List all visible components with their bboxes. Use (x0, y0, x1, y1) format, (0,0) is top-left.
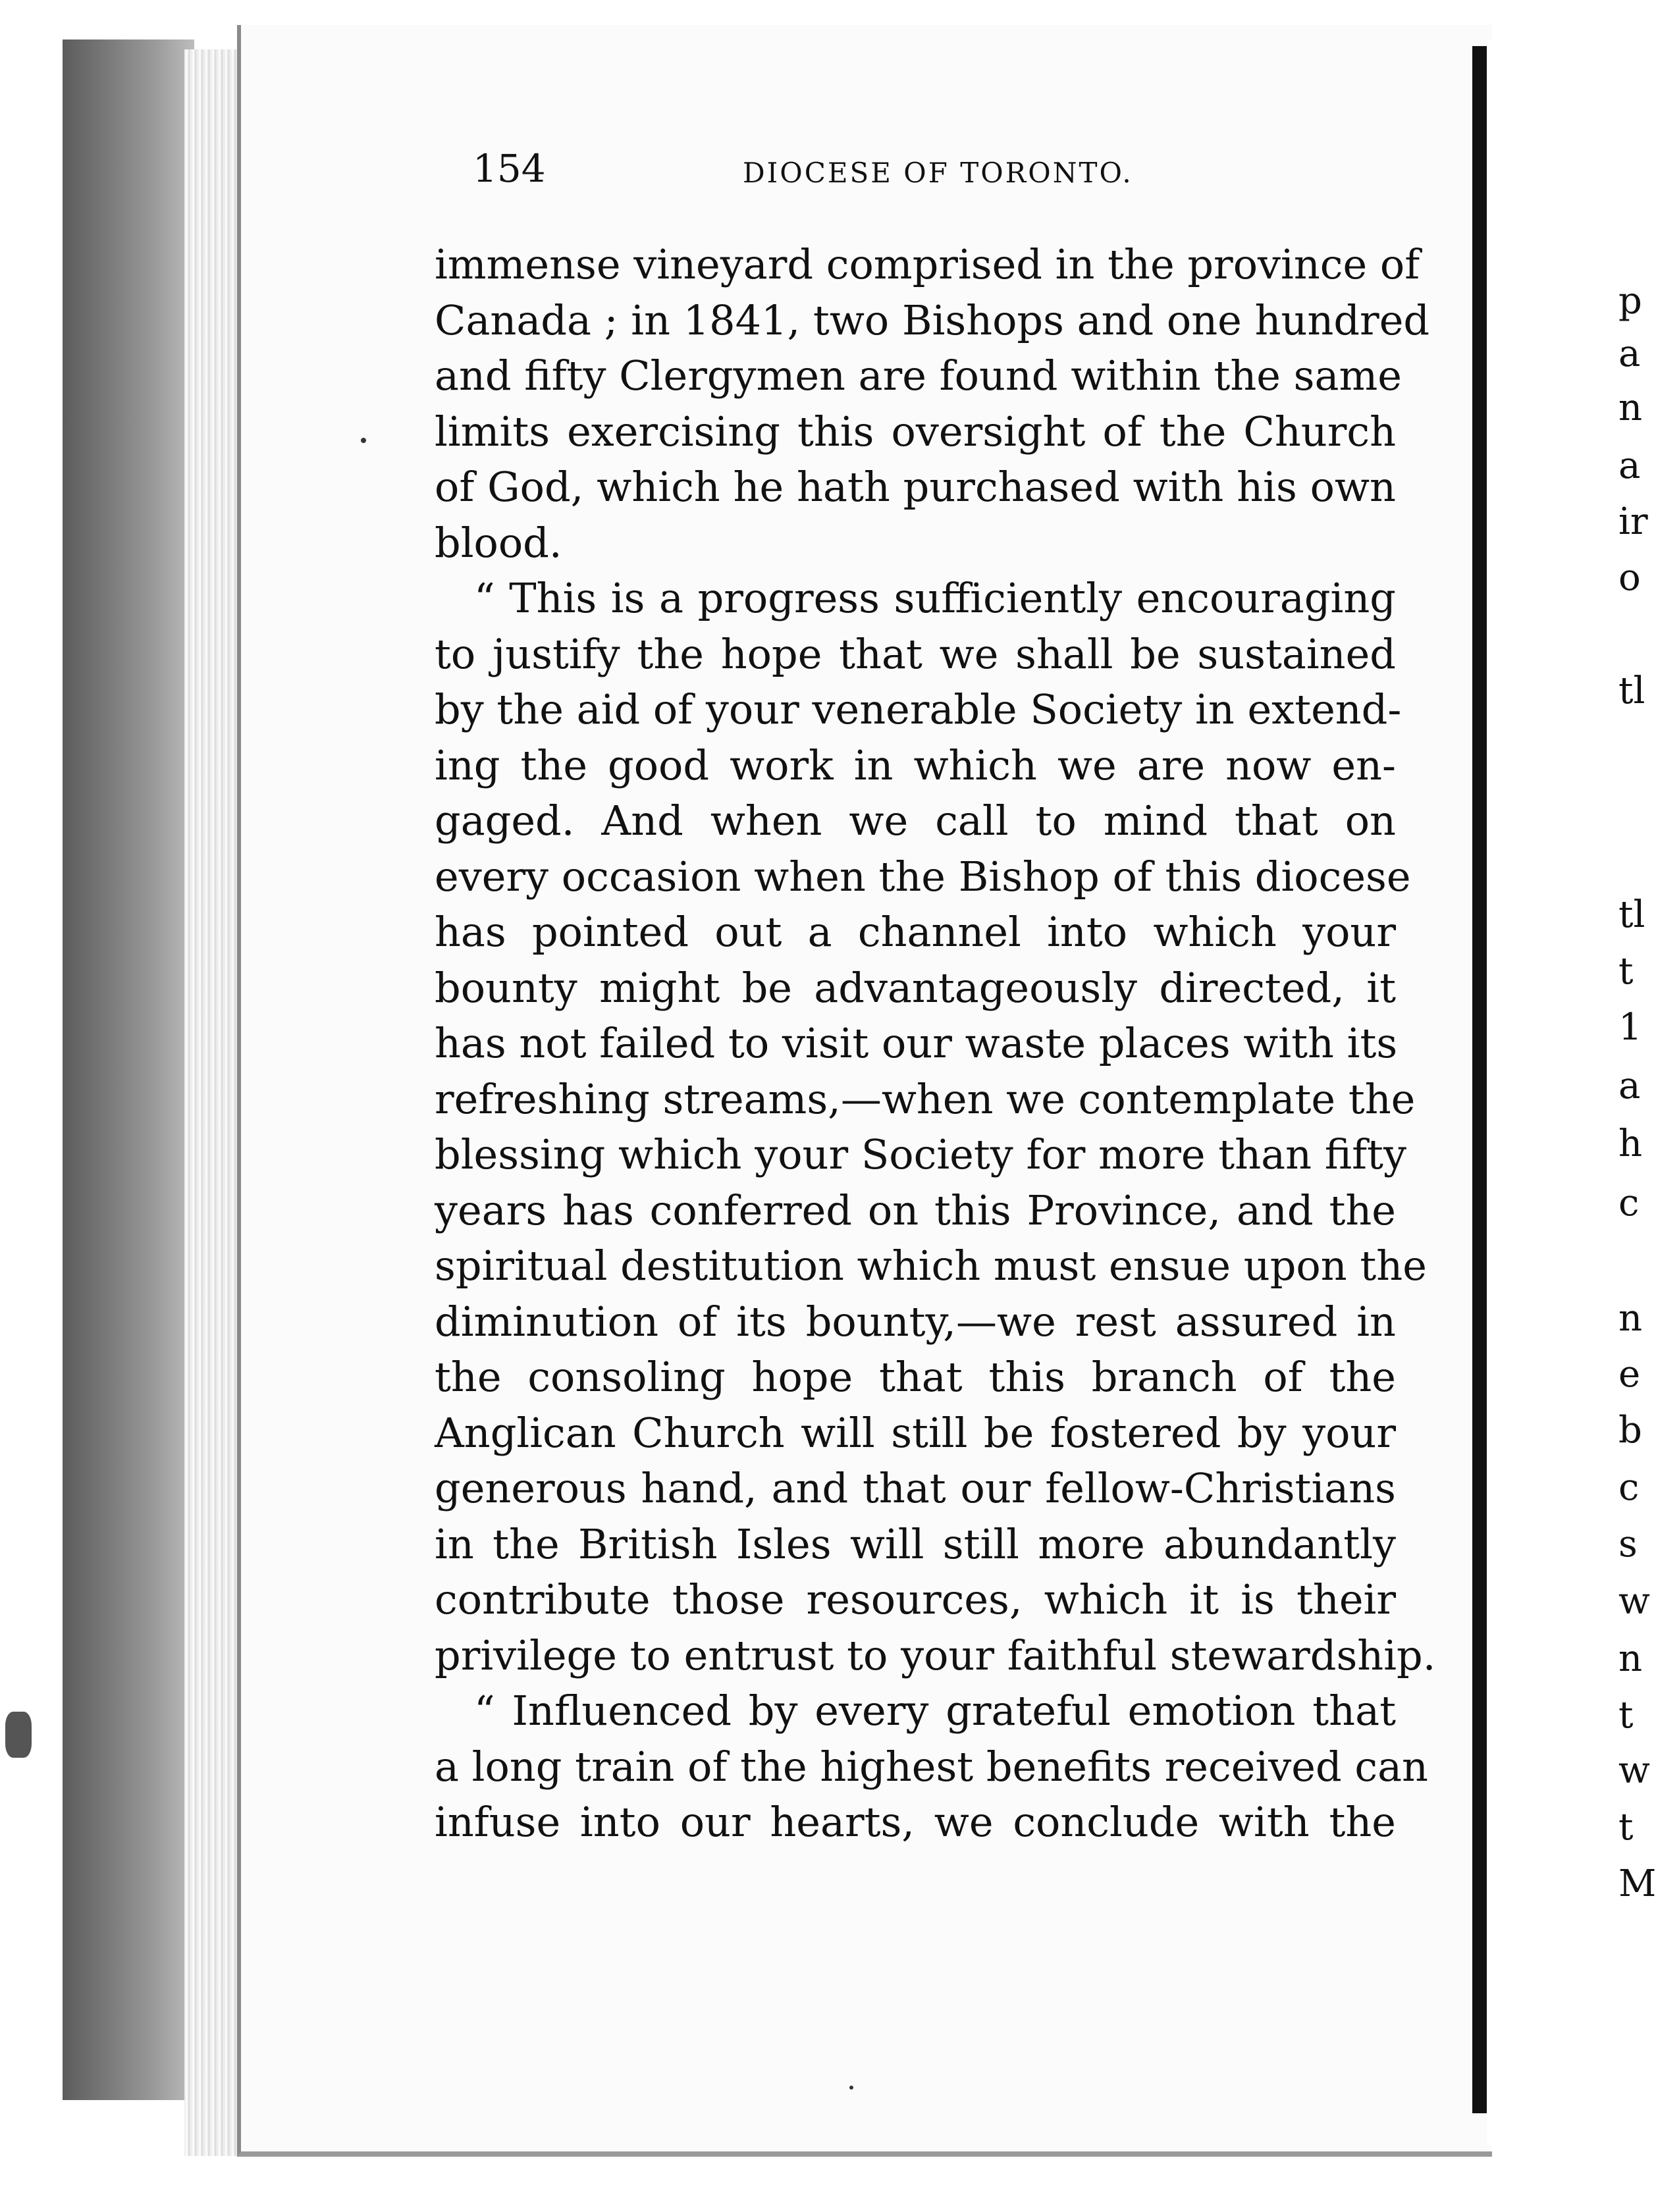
text-line: generous hand, and that our fellow-Christians (435, 1464, 1396, 1512)
book-spine-shadow (63, 40, 194, 2100)
text-line: privilege to entrust to your faithful stewardship. (435, 1631, 1436, 1679)
facing-page-fragment: n (1618, 386, 1643, 429)
text-line: diminution of its bounty,—we rest assured in (435, 1297, 1396, 1346)
facing-page-fragment: tl (1618, 670, 1645, 712)
text-line: Anglican Church will still be fostered by your (435, 1408, 1396, 1457)
text-line: years has conferred on this Province, and the (435, 1186, 1396, 1234)
page-number: 154 (473, 146, 546, 191)
scan-speck (361, 438, 366, 443)
text-line: every occasion when the Bishop of this diocese (435, 852, 1411, 901)
text-line: limits exercising this oversight of the Church (435, 407, 1396, 456)
text-line: bounty might be advantageously directed, it (435, 963, 1396, 1012)
scan-speck (5, 1712, 32, 1758)
facing-page-fragment: c (1618, 1466, 1640, 1509)
page-edges (184, 49, 237, 2156)
text-line: gaged. And when we call to mind that on (435, 797, 1396, 845)
facing-page-fragment: p (1618, 280, 1642, 323)
text-line: “ This is a progress sufficiently encouraging (474, 574, 1396, 622)
scan-speck (849, 2086, 853, 2090)
facing-page-fragment: t (1618, 1806, 1634, 1849)
facing-page-fragment: h (1618, 1122, 1643, 1165)
facing-page-fragment: c (1618, 1182, 1640, 1224)
text-line: refreshing streams,—when we contemplate the (435, 1074, 1416, 1123)
body-text (435, 237, 1436, 1851)
facing-page-fragment: a (1618, 1065, 1641, 1107)
page-gutter (1472, 46, 1487, 2113)
text-line: ing the good work in which we are now en- (435, 741, 1396, 789)
text-line: has pointed out a channel into which your (435, 908, 1396, 956)
facing-page-fragment: o (1618, 556, 1641, 599)
text-line: has not failed to visit our waste places with its (435, 1019, 1398, 1067)
facing-page-fragment: t (1618, 950, 1634, 993)
text-line: “ Influenced by every grateful emotion that (474, 1687, 1396, 1735)
facing-page-fragment: 1 (1618, 1006, 1642, 1049)
facing-page-fragment: s (1618, 1523, 1638, 1566)
text-line: infuse into our hearts, we conclude with the (435, 1798, 1396, 1846)
text-line: and fifty Clergymen are found within the same (435, 352, 1402, 400)
text-line: spiritual destitution which must ensue upon the (435, 1242, 1427, 1290)
facing-page-fragment: M (1618, 1862, 1656, 1905)
text-line: the consoling hope that this branch of the (435, 1353, 1396, 1401)
text-line: in the British Isles will still more abundantly (435, 1519, 1396, 1568)
facing-page-fragment: a (1618, 332, 1641, 375)
text-line: by the aid of your venerable Society in extend- (435, 685, 1402, 733)
facing-page-fragment: tl (1618, 893, 1645, 936)
facing-page-fragment: w (1618, 1749, 1650, 1792)
text-line: Canada ; in 1841, two Bishops and one hundred (435, 296, 1430, 344)
facing-page-fragment: ir (1618, 500, 1648, 543)
facing-page-fragment: a (1618, 444, 1641, 487)
facing-page-fragment: e (1618, 1353, 1641, 1396)
facing-page (1487, 40, 1641, 2146)
facing-page-fragment: n (1618, 1637, 1643, 1680)
text-line: of God, which he hath purchased with his own (435, 463, 1396, 511)
text-line: a long train of the highest benefits received can (435, 1742, 1428, 1791)
text-line: contribute those resources, which it is their (435, 1575, 1396, 1623)
facing-page-fragment: n (1618, 1297, 1643, 1340)
facing-page-fragment: t (1618, 1694, 1634, 1737)
facing-page-fragment: b (1618, 1409, 1642, 1452)
text-line: to justify the hope that we shall be sustained (435, 629, 1396, 678)
running-head: DIOCESE OF TORONTO. (743, 157, 1133, 189)
facing-page-fragment: w (1618, 1580, 1650, 1623)
text-line: blessing which your Society for more than fifty (435, 1130, 1406, 1178)
text-line: blood. (435, 518, 562, 567)
text-line: immense vineyard comprised in the province of (435, 240, 1420, 288)
